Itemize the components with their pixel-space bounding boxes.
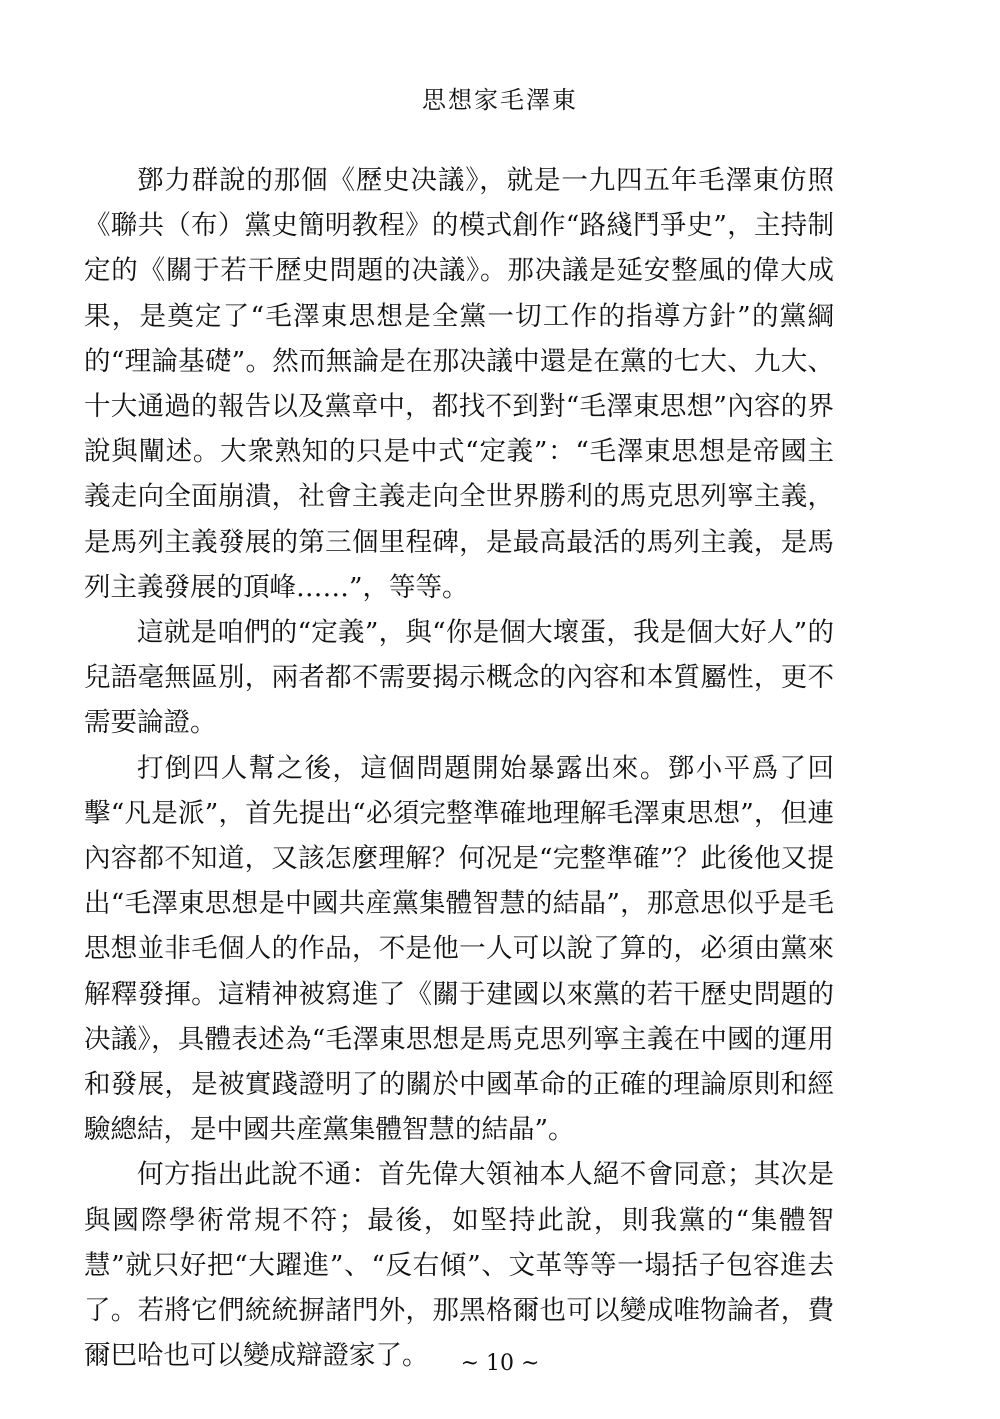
page-number: ~ 10 ~ (460, 1351, 540, 1376)
body-text (84, 158, 834, 1378)
paragraph: 這就是咱們的“定義”，與“你是個大壞蛋，我是個大好人”的兒語毫無區別，兩者都不需要揭示概念的內容和本質屬性，更不需要論證。 (84, 617, 834, 739)
paragraph: 鄧力群說的那個《歷史决議》，就是一九四五年毛澤東仿照《聯共（布）黨史簡明教程》的模式創作“路綫鬥爭史”，主持制定的《關于若干歷史問題的决議》。那决議是延安整風的偉大成果，是奠定了“毛澤東思想是全黨一切工作的指導方針”的黨綱的“理論基礎”。然而無論是在那决議中還是在黨的七大、九大、十大通過的報告以及黨章中，都找不到對“毛澤東思想”內容的界說與闡述。大衆熟知的只是中式“定義”：“毛澤東思想是帝國主義走向全面崩潰，社會主義走向全世界勝利的馬克思列寧主義，是馬列主義發展的第三個里程碑，是最高最活的馬列主義，是馬列主義發展的頂峰……”，等等。 (84, 165, 834, 603)
running-header: 思想家毛澤東 (422, 86, 578, 114)
paragraph: 打倒四人幫之後，這個問題開始暴露出來。鄧小平爲了回擊“凡是派”，首先提出“必須完整準確地理解毛澤東思想”，但連內容都不知道，又該怎麼理解？何况是“完整準確”？此後他又提出“毛澤東思想是中國共産黨集體智慧的結晶”，那意思似乎是毛思想並非毛個人的作品，不是他一人可以說了算的，必須由黨來解釋發揮。這精神被寫進了《關于建國以來黨的若干歷史問題的决議》，具體表述為“毛澤東思想是馬克思列寧主義在中國的運用和發展，是被實踐證明了的關於中國革命的正確的理論原則和經驗總結，是中國共産黨集體智慧的結晶”。 (84, 752, 834, 1146)
paragraph: 何方指出此說不通：首先偉大領袖本人絕不會同意；其次是與國際學術常規不符；最後，如堅持此說，則我黨的“集體智慧”就只好把“大躍進”、“反右傾”、文革等等一塌括子包容進去了。若將它們統統摒諸門外，那黑格爾也可以變成唯物論者，費爾巴哈也可以變成辯證家了。 (84, 1159, 834, 1372)
